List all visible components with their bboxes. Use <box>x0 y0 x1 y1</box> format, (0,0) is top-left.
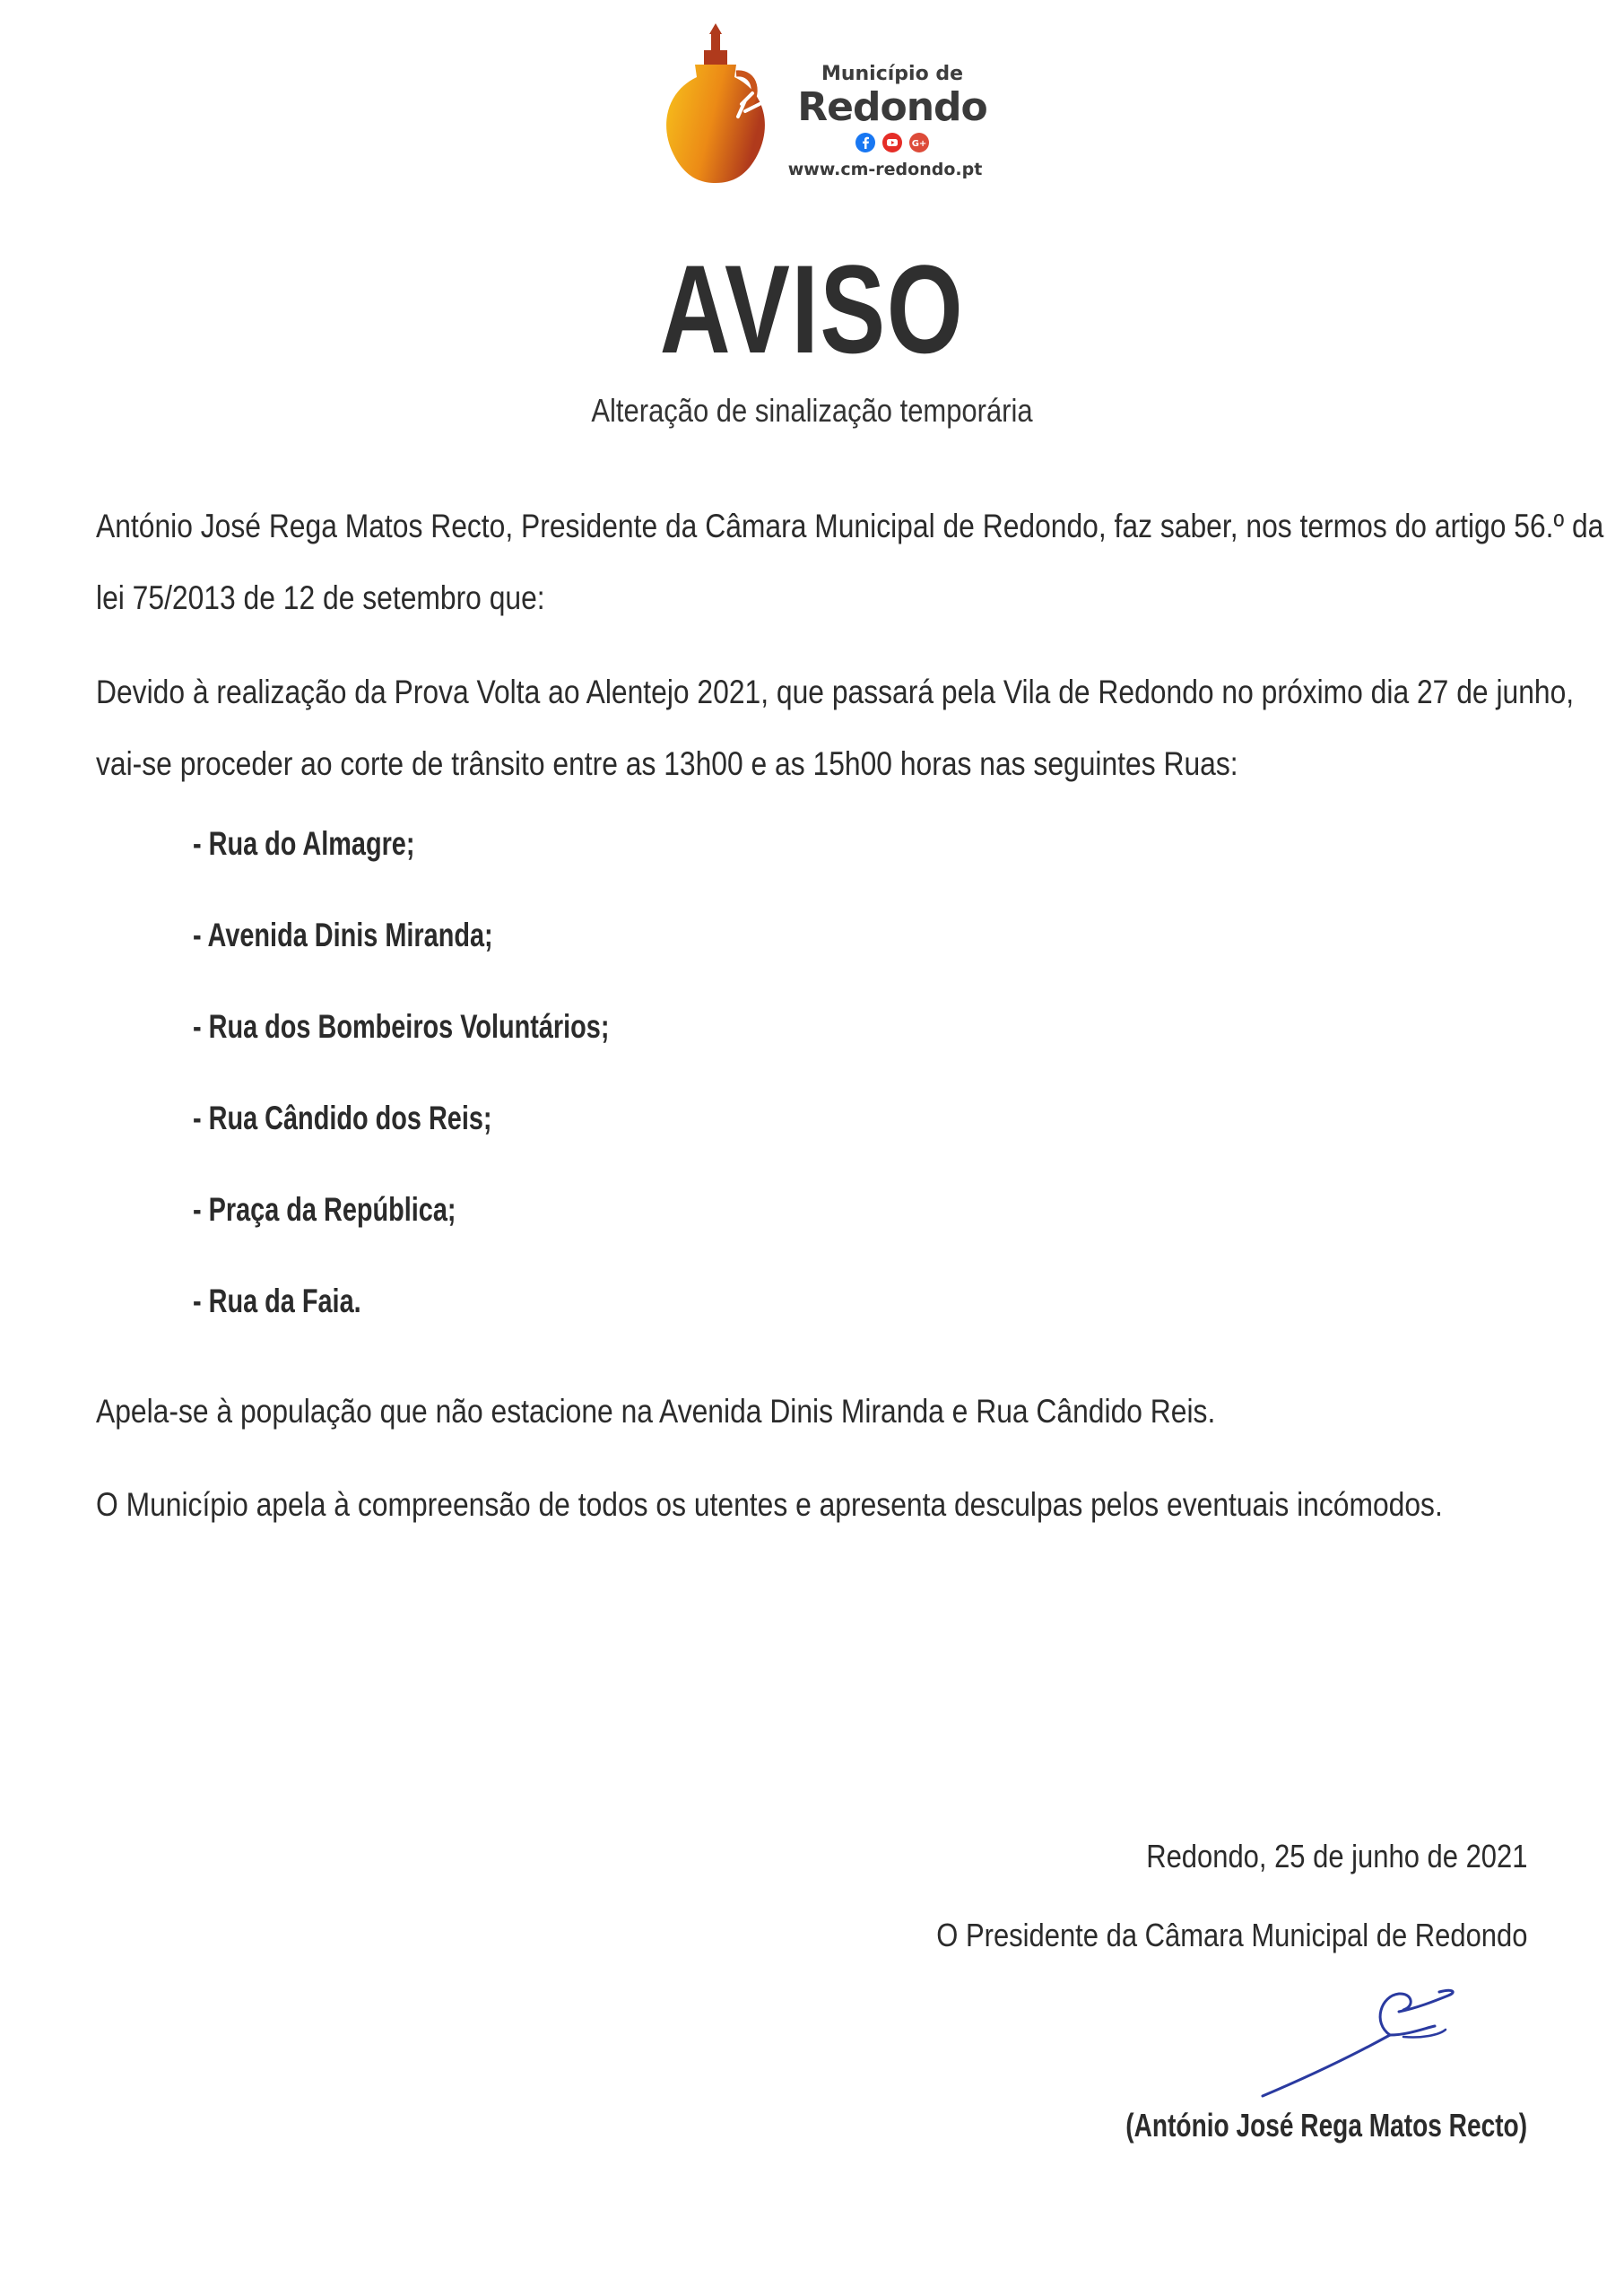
page-subtitle: Alteração de sinalização temporária <box>591 392 1033 429</box>
intro-line-1: António José Rega Matos Recto, Presidente da Câmara Municipal de Redondo, faz saber, nos termos do artigo 56.º da <box>96 508 1604 544</box>
social-icons <box>785 133 1000 154</box>
understanding-appeal <box>96 1469 1484 1541</box>
intro-line-2: lei 75/2013 de 12 de setembro que: <box>96 579 545 616</box>
website-url[interactable]: www.cm-redondo.pt <box>787 160 983 179</box>
google-plus-icon[interactable] <box>909 133 929 152</box>
street-item: - Rua da Faia. <box>193 1283 361 1319</box>
signatory-role: O Presidente da Câmara Municipal de Redondo <box>935 1917 1527 1953</box>
notice-line-2: vai-se proceder ao corte de trânsito entre as 13h00 e as 15h00 horas nas seguintes Ruas: <box>96 745 1238 782</box>
signatory-name: (António José Rega Matos Recto) <box>1125 2107 1527 2144</box>
facebook-icon[interactable] <box>855 133 875 152</box>
street-item: - Rua Cândido dos Reis; <box>193 1100 492 1136</box>
street-item: - Rua dos Bombeiros Voluntários; <box>193 1008 610 1045</box>
svg-text:G+: G+ <box>911 139 927 149</box>
street-item: - Rua do Almagre; <box>193 825 415 862</box>
understanding-appeal-text: O Município apela à compreensão de todos os utentes e apresenta desculpas pelos eventuais incómodos. <box>96 1486 1443 1523</box>
youtube-icon[interactable] <box>882 133 902 152</box>
street-item: - Avenida Dinis Miranda; <box>193 917 493 953</box>
parking-appeal <box>96 1376 1484 1448</box>
municipality-logo <box>659 18 1000 197</box>
signature-icon <box>1255 1969 1471 2103</box>
streets-list <box>193 821 726 1370</box>
page-title: AVISO <box>659 239 965 379</box>
place-date: Redondo, 25 de junho de 2021 <box>1145 1838 1527 1874</box>
intro-paragraph <box>96 491 1604 634</box>
street-item: - Praça da República; <box>193 1191 456 1228</box>
logo-line1: Município de <box>821 63 964 85</box>
notice-paragraph <box>96 657 1575 800</box>
logo-line2: Redondo <box>797 84 987 130</box>
notice-line-1: Devido à realização da Prova Volta ao Alentejo 2021, que passará pela Vila de Redondo no próximo dia 27 de junho, <box>96 674 1575 710</box>
parking-appeal-text: Apela-se à população que não estacione na Avenida Dinis Miranda e Rua Cândido Reis. <box>96 1393 1216 1430</box>
logo-text <box>785 63 1000 179</box>
jar-logo-icon <box>659 18 776 188</box>
